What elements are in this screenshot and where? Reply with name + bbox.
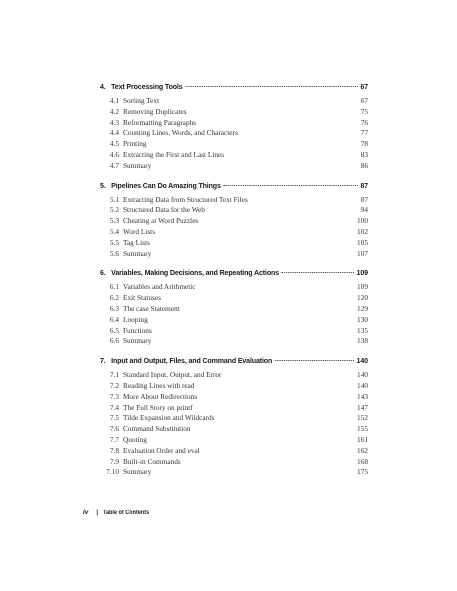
section-number: 4.3	[109, 117, 119, 127]
toc-section-entry	[100, 216, 368, 227]
section-title: Looping	[123, 314, 148, 324]
section-number: 7.6	[109, 424, 119, 434]
section-page-number: 86	[360, 160, 368, 170]
chapter-title: Variables, Making Decisions, and Repeating Actions	[111, 268, 279, 278]
section-title: The Full Story on printf	[123, 402, 193, 412]
section-page-number: 77	[360, 128, 368, 138]
section-title: Summary	[123, 467, 152, 477]
section-number: 4.5	[109, 139, 119, 149]
dot-leader	[224, 184, 358, 186]
toc-section-entry	[100, 446, 368, 457]
section-page-number: 140	[357, 380, 368, 390]
chapter-heading	[100, 268, 368, 282]
section-number: 4.4	[109, 128, 119, 138]
chapter-title: Input and Output, Files, and Command Evaluation	[111, 356, 273, 366]
chapter-number: 7.	[100, 356, 106, 366]
toc-section-entry	[100, 205, 368, 216]
section-page-number: 155	[357, 424, 368, 434]
section-number: 6.5	[109, 325, 119, 335]
section-page-number: 135	[357, 325, 368, 335]
section-number: 7.2	[109, 380, 119, 390]
section-title: Summary	[123, 336, 152, 346]
section-number: 7.3	[109, 391, 119, 401]
chapter-number: 6.	[100, 268, 106, 278]
section-page-number: 152	[357, 413, 368, 423]
page-number: iv	[83, 509, 89, 516]
section-number: 7.4	[109, 402, 119, 412]
toc-section-entry	[100, 392, 368, 403]
running-title: Table of Contents	[103, 510, 150, 516]
chapter-page-number: 140	[356, 356, 368, 366]
toc-section-entry	[100, 413, 368, 424]
section-page-number: 83	[360, 149, 368, 159]
toc-section-entry	[100, 150, 368, 161]
section-page-number: 161	[357, 434, 368, 444]
chapter-number: 4.	[100, 82, 106, 91]
section-title: Reformatting Paragraphs	[123, 117, 197, 127]
section-number: 5.1	[109, 194, 119, 204]
section-page-number: 162	[357, 445, 368, 455]
toc-section-entry	[100, 96, 368, 107]
section-page-number: 143	[357, 391, 368, 401]
chapter-page-number: 87	[360, 180, 368, 190]
chapter-title: Pipelines Can Do Amazing Things	[111, 180, 221, 190]
section-number: 4.7	[109, 160, 119, 170]
toc-chapter	[100, 356, 368, 478]
section-page-number: 94	[360, 205, 368, 215]
section-title: Sorting Text	[123, 96, 160, 105]
dot-leader	[282, 271, 354, 273]
section-title: Extracting Data from Structured Text Files	[123, 194, 248, 204]
section-title: More About Redirections	[123, 391, 198, 401]
toc-chapter	[100, 82, 368, 172]
section-title: Tilde Expansion and Wildcards	[123, 413, 215, 423]
section-title: Cheating at Word Puzzles	[123, 216, 199, 226]
section-number: 7.7	[109, 434, 119, 444]
dot-leader	[275, 359, 354, 361]
toc-chapter	[100, 181, 368, 260]
section-page-number: 130	[357, 314, 368, 324]
section-page-number: 147	[357, 402, 368, 412]
section-page-number: 107	[357, 248, 368, 258]
section-page-number: 102	[357, 226, 368, 236]
section-title: Extracting the First and Last Lines	[123, 149, 225, 159]
section-page-number: 140	[357, 370, 368, 380]
toc-section-entry	[100, 161, 368, 172]
toc-section-entry	[100, 457, 368, 468]
section-number: 7.9	[109, 456, 119, 466]
section-page-number: 100	[357, 216, 368, 226]
chapter-heading	[100, 82, 368, 96]
section-title: Functions	[123, 325, 152, 335]
section-number: 6.4	[109, 314, 119, 324]
section-number: 7.8	[109, 445, 119, 455]
section-number: 6.6	[109, 336, 119, 346]
section-page-number: 75	[360, 106, 368, 116]
section-title: Structured Data for the Web	[123, 205, 205, 215]
section-title: Printing	[123, 139, 147, 149]
toc-section-entry	[100, 315, 368, 326]
toc-section-entry	[100, 238, 368, 249]
chapter-heading	[100, 181, 368, 195]
section-number: 6.2	[109, 293, 119, 303]
toc-section-entry	[100, 282, 368, 293]
section-page-number: 120	[357, 293, 368, 303]
section-page-number: 76	[360, 117, 368, 127]
toc-section-entry	[100, 304, 368, 315]
chapter-number: 5.	[100, 180, 106, 190]
section-number: 7.5	[109, 413, 119, 423]
toc-section-entry	[100, 326, 368, 337]
section-page-number: 168	[357, 456, 368, 466]
section-title: The case Statement	[123, 303, 180, 313]
chapter-page-number: 67	[360, 82, 368, 91]
chapter-heading	[100, 356, 368, 370]
table-of-contents	[100, 82, 368, 487]
section-title: Summary	[123, 248, 152, 258]
toc-section-entry	[100, 403, 368, 414]
section-number: 4.2	[109, 106, 119, 116]
section-number: 5.6	[109, 248, 119, 258]
toc-section-entry	[100, 227, 368, 238]
section-number: 5.5	[109, 237, 119, 247]
toc-section-entry	[100, 139, 368, 150]
toc-chapter	[100, 268, 368, 347]
section-title: Exit Statuses	[123, 293, 161, 303]
toc-section-entry	[100, 424, 368, 435]
page-footer	[83, 509, 153, 516]
section-number: 7.1	[109, 370, 119, 380]
toc-section-entry	[100, 336, 368, 347]
section-page-number: 129	[357, 303, 368, 313]
section-title: Built-in Commands	[123, 456, 181, 466]
section-title: Evaluation Order and eval	[123, 445, 200, 455]
section-page-number: 138	[357, 336, 368, 346]
section-number: 7.10	[106, 467, 119, 477]
toc-section-entry	[100, 118, 368, 129]
section-page-number: 105	[357, 237, 368, 247]
section-page-number: 175	[357, 467, 368, 477]
section-title: Tag Lists	[123, 237, 150, 247]
section-number: 5.2	[109, 205, 119, 215]
section-number: 5.3	[109, 216, 119, 226]
section-title: Word Lists	[123, 226, 156, 236]
section-number: 5.4	[109, 226, 119, 236]
footer-separator: |	[96, 510, 99, 516]
section-page-number: 78	[360, 139, 368, 149]
toc-section-entry	[100, 128, 368, 139]
toc-section-entry	[100, 107, 368, 118]
toc-section-entry	[100, 195, 368, 206]
section-title: Quoting	[123, 434, 147, 444]
section-page-number: 109	[357, 282, 368, 292]
section-page-number: 67	[360, 96, 368, 105]
toc-section-entry	[100, 381, 368, 392]
section-title: Reading Lines with read	[123, 380, 195, 390]
section-title: Variables and Arithmetic	[123, 282, 196, 292]
section-number: 6.1	[109, 282, 119, 292]
section-title: Standard Input, Output, and Error	[123, 370, 222, 380]
section-page-number: 87	[360, 194, 368, 204]
toc-section-entry	[100, 370, 368, 381]
section-number: 4.6	[109, 149, 119, 159]
section-title: Counting Lines, Words, and Characters	[123, 128, 238, 138]
toc-section-entry	[100, 249, 368, 260]
section-title: Removing Duplicates	[123, 106, 187, 116]
section-number: 6.3	[109, 303, 119, 313]
section-title: Summary	[123, 160, 152, 170]
chapter-page-number: 109	[356, 268, 368, 278]
toc-section-entry	[100, 293, 368, 304]
section-title: Command Substitution	[123, 424, 191, 434]
dot-leader	[185, 85, 357, 87]
toc-section-entry	[100, 435, 368, 446]
section-number: 4.1	[109, 96, 119, 105]
toc-section-entry	[100, 467, 368, 478]
chapter-title: Text Processing Tools	[111, 82, 183, 91]
